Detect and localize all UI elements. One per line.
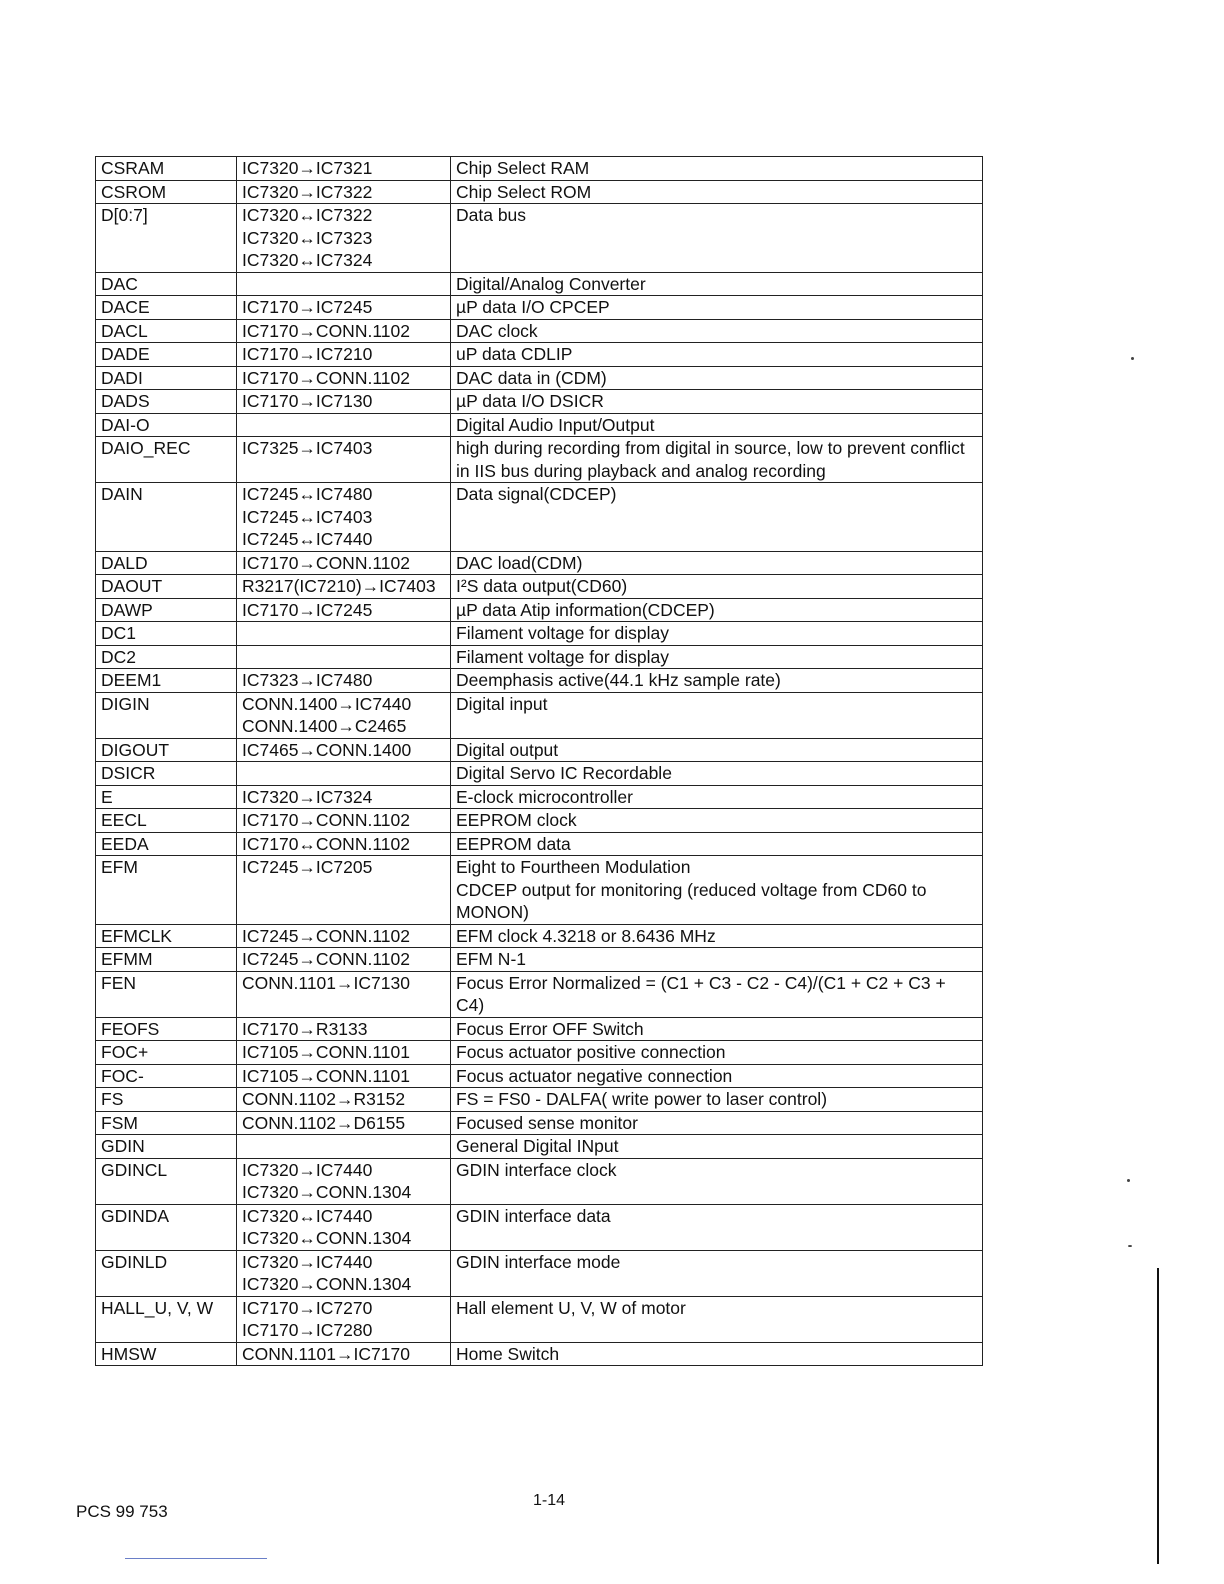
connection-cell: [237, 1088, 451, 1112]
description-line: EEPROM clock: [456, 810, 577, 830]
connection-cell: [237, 366, 451, 390]
connection-cell: [237, 738, 451, 762]
connection-cell: [237, 1342, 451, 1366]
signal-name-cell: GDINLD: [96, 1250, 237, 1296]
document-id: PCS 99 753: [76, 1502, 168, 1521]
table-row: [96, 645, 983, 669]
description-line: Digital Audio Input/Output: [456, 414, 655, 435]
description-line: Home Switch: [456, 1343, 560, 1364]
signal-name-cell: EECL: [96, 809, 237, 833]
connection-line: IC7245→CONN.1102: [242, 925, 410, 946]
connection-line: CONN.1102→R3152: [242, 1089, 406, 1109]
table-row: [96, 692, 983, 738]
description-cell: [451, 598, 983, 622]
signal-name-cell: GDINDA: [96, 1204, 237, 1250]
signal-name-cell: DEEM1: [96, 669, 237, 693]
table-row: [96, 948, 983, 972]
connection-cell: [237, 157, 451, 181]
description-cell: [451, 832, 983, 856]
connection-line: IC7320→CONN.1304: [242, 1182, 412, 1202]
description-line: Chip Select RAM: [456, 158, 590, 178]
connection-line: IC7170→IC7210: [242, 344, 373, 364]
table-row: [96, 738, 983, 762]
connection-line: IC7320↔IC7324: [242, 250, 373, 270]
connection-cell: [237, 809, 451, 833]
description-line: DAC clock: [456, 320, 538, 341]
signal-name-cell: DC1: [96, 622, 237, 646]
description-cell: [451, 413, 983, 437]
description-line: GDIN interface data: [456, 1205, 611, 1226]
signal-name-cell: EFMM: [96, 948, 237, 972]
table-row: [96, 669, 983, 693]
description-cell: [451, 1017, 983, 1041]
connection-cell: [237, 296, 451, 320]
connection-cell: [237, 1204, 451, 1250]
connection-line: IC7170→CONN.1102: [242, 810, 410, 830]
description-line: Filament voltage for display: [456, 646, 670, 667]
table-row: [96, 1342, 983, 1366]
connection-line: CONN.1101→IC7130: [242, 972, 410, 993]
connection-cell: [237, 924, 451, 948]
signal-name-cell: EEDA: [96, 832, 237, 856]
connection-line: IC7320↔CONN.1304: [242, 1228, 412, 1248]
connection-cell: [237, 598, 451, 622]
connection-line: R3217(IC7210)→IC7403: [242, 576, 436, 596]
connection-line: IC7320→IC7324: [242, 786, 373, 807]
description-line: Filament voltage for display: [456, 623, 670, 643]
connection-cell: [237, 483, 451, 552]
table-row: [96, 971, 983, 1017]
table-row: [96, 598, 983, 622]
table-row: [96, 1088, 983, 1112]
connection-line: IC7245↔IC7440: [242, 529, 373, 549]
description-cell: [451, 366, 983, 390]
table-row: [96, 1041, 983, 1065]
connection-cell: [237, 1135, 451, 1159]
description-cell: [451, 645, 983, 669]
description-line: Digital/Analog Converter: [456, 273, 646, 294]
connection-line: IC7320→IC7322: [242, 181, 373, 202]
description-cell: [451, 762, 983, 786]
connection-cell: [237, 785, 451, 809]
connection-cell: [237, 971, 451, 1017]
table-row: [96, 551, 983, 575]
scan-speck: [1127, 1179, 1130, 1182]
description-cell: [451, 319, 983, 343]
connection-line: IC7325→IC7403: [242, 438, 373, 458]
description-cell: [451, 1135, 983, 1159]
table-row: [96, 180, 983, 204]
signal-name-cell: EFMCLK: [96, 924, 237, 948]
connection-cell: [237, 762, 451, 786]
description-line: EFM clock 4.3218 or 8.6436 MHz: [456, 925, 716, 946]
connection-line: IC7170→IC7245: [242, 297, 373, 317]
table-row: [96, 762, 983, 786]
signal-name-cell: GDIN: [96, 1135, 237, 1159]
description-line: I²S data output(CD60): [456, 576, 628, 596]
description-cell: [451, 971, 983, 1017]
signal-name-cell: DAIN: [96, 483, 237, 552]
connection-line: IC7105→CONN.1101: [242, 1065, 410, 1086]
description-cell: [451, 1296, 983, 1342]
description-cell: [451, 575, 983, 599]
table-row: [96, 390, 983, 414]
signal-name-cell: DAOUT: [96, 575, 237, 599]
description-cell: [451, 157, 983, 181]
connection-cell: [237, 1250, 451, 1296]
description-line: Focus actuator negative connection: [456, 1065, 733, 1086]
description-cell: [451, 390, 983, 414]
connection-cell: [237, 390, 451, 414]
description-line: µP data Atip information(CDCEP): [456, 599, 715, 620]
table-row: [96, 832, 983, 856]
table-row: [96, 622, 983, 646]
description-line: FS = FS0 - DALFA( write power to laser control): [456, 1089, 828, 1109]
connection-line: IC7245→IC7205: [242, 857, 373, 877]
scan-speck: [1131, 357, 1134, 360]
connection-cell: [237, 1158, 451, 1204]
connection-cell: [237, 204, 451, 273]
description-cell: [451, 856, 983, 925]
scan-edge-line: [1157, 1268, 1159, 1564]
connection-cell: [237, 413, 451, 437]
description-line: Deemphasis active(44.1 kHz sample rate): [456, 670, 781, 690]
description-line: uP data CDLIP: [456, 344, 573, 364]
connection-line: IC7170↔CONN.1102: [242, 833, 410, 854]
connection-cell: [237, 1064, 451, 1088]
table-row: [96, 204, 983, 273]
connection-line: IC7170→IC7245: [242, 599, 373, 620]
connection-line: IC7320↔IC7323: [242, 227, 373, 248]
table-row: [96, 483, 983, 552]
description-cell: [451, 809, 983, 833]
description-cell: [451, 1158, 983, 1204]
table-row: [96, 319, 983, 343]
description-line: Data signal(CDCEP): [456, 484, 617, 504]
signal-name-cell: DAWP: [96, 598, 237, 622]
description-line: E-clock microcontroller: [456, 786, 633, 807]
description-cell: [451, 785, 983, 809]
connection-cell: [237, 669, 451, 693]
connection-cell: [237, 1041, 451, 1065]
table-row: [96, 1204, 983, 1250]
table-row: [96, 296, 983, 320]
signal-name-cell: HALL_U, V, W: [96, 1296, 237, 1342]
description-line: EFM N-1: [456, 949, 526, 969]
signal-name-cell: CSRAM: [96, 157, 237, 181]
signal-name-cell: FEN: [96, 971, 237, 1017]
description-cell: [451, 180, 983, 204]
table-row: [96, 1064, 983, 1088]
signal-name-cell: DAIO_REC: [96, 437, 237, 483]
table-row: [96, 1135, 983, 1159]
signal-name-cell: DAI-O: [96, 413, 237, 437]
table-row: [96, 1158, 983, 1204]
connection-line: IC7320→IC7321: [242, 158, 373, 178]
description-cell: [451, 551, 983, 575]
description-line: General Digital INput: [456, 1136, 619, 1156]
description-line: EEPROM data: [456, 833, 571, 854]
description-cell: [451, 692, 983, 738]
table-row: [96, 1296, 983, 1342]
signal-name-cell: FOC+: [96, 1041, 237, 1065]
connection-cell: [237, 180, 451, 204]
description-cell: [451, 296, 983, 320]
description-cell: [451, 343, 983, 367]
connection-line: IC7465→CONN.1400: [242, 739, 412, 760]
connection-cell: [237, 437, 451, 483]
connection-line: IC7170→IC7270: [242, 1297, 373, 1318]
description-cell: [451, 272, 983, 296]
description-cell: [451, 622, 983, 646]
signal-name-cell: DIGOUT: [96, 738, 237, 762]
table-row: [96, 272, 983, 296]
description-cell: [451, 924, 983, 948]
description-cell: [451, 738, 983, 762]
description-line: µP data I/O DSICR: [456, 391, 604, 411]
table-row: [96, 343, 983, 367]
connection-line: IC7320↔IC7440: [242, 1205, 373, 1226]
connection-cell: [237, 575, 451, 599]
signal-name-cell: GDINCL: [96, 1158, 237, 1204]
connection-line: IC7170→IC7280: [242, 1320, 373, 1340]
connection-cell: [237, 343, 451, 367]
signal-name-cell: FSM: [96, 1111, 237, 1135]
description-cell: [451, 1342, 983, 1366]
footer-rule: [125, 1558, 267, 1559]
connection-line: IC7245↔IC7403: [242, 506, 373, 527]
connection-cell: [237, 551, 451, 575]
connection-line: CONN.1101→IC7170: [242, 1343, 410, 1364]
page-number: 1-14: [533, 1492, 566, 1509]
description-cell: [451, 1041, 983, 1065]
signal-table: [95, 156, 983, 1366]
scan-speck: [1128, 1245, 1132, 1247]
connection-line: IC7170→CONN.1102: [242, 552, 410, 573]
table-row: [96, 924, 983, 948]
signal-table-body: [96, 157, 983, 1366]
table-row: [96, 1250, 983, 1296]
connection-cell: [237, 692, 451, 738]
connection-line: IC7170→IC7130: [242, 391, 373, 411]
description-line: Data bus: [456, 205, 527, 225]
connection-line: IC7170→R3133: [242, 1018, 368, 1039]
description-line: Eight to Fourtheen Modulation: [456, 857, 691, 877]
connection-line: IC7320↔IC7322: [242, 205, 373, 225]
signal-name-cell: DADE: [96, 343, 237, 367]
description-line: Digital output: [456, 739, 559, 760]
description-line: GDIN interface mode: [456, 1251, 621, 1272]
table-row: [96, 809, 983, 833]
connection-cell: [237, 645, 451, 669]
signal-name-cell: DADI: [96, 366, 237, 390]
connection-cell: [237, 622, 451, 646]
signal-name-cell: DIGIN: [96, 692, 237, 738]
description-cell: [451, 437, 983, 483]
description-cell: [451, 1088, 983, 1112]
description-line: Hall element U, V, W of motor: [456, 1297, 686, 1318]
signal-name-cell: E: [96, 785, 237, 809]
description-line: high during recording from digital in source, low to prevent conflict in IIS bus during playback and analog recording: [456, 438, 965, 481]
description-line: Focus actuator positive connection: [456, 1042, 726, 1062]
table-row: [96, 1111, 983, 1135]
signal-name-cell: DC2: [96, 645, 237, 669]
connection-line: IC7320→IC7440: [242, 1159, 373, 1180]
description-line: Chip Select ROM: [456, 181, 592, 202]
connection-line: IC7105→CONN.1101: [242, 1042, 410, 1062]
table-row: [96, 856, 983, 925]
signal-name-cell: DAC: [96, 272, 237, 296]
signal-name-cell: DACE: [96, 296, 237, 320]
connection-line: IC7170→CONN.1102: [242, 320, 410, 341]
description-cell: [451, 1111, 983, 1135]
description-cell: [451, 948, 983, 972]
description-line: GDIN interface clock: [456, 1159, 617, 1180]
connection-line: CONN.1102→D6155: [242, 1112, 406, 1133]
table-row: [96, 366, 983, 390]
signal-name-cell: DSICR: [96, 762, 237, 786]
connection-line: CONN.1400→C2465: [242, 716, 407, 736]
connection-cell: [237, 1017, 451, 1041]
connection-cell: [237, 832, 451, 856]
description-cell: [451, 204, 983, 273]
connection-cell: [237, 856, 451, 925]
description-line: Focus Error OFF Switch: [456, 1018, 644, 1039]
description-cell: [451, 483, 983, 552]
table-row: [96, 157, 983, 181]
signal-name-cell: DALD: [96, 551, 237, 575]
signal-name-cell: DACL: [96, 319, 237, 343]
table-row: [96, 413, 983, 437]
connection-line: IC7245→CONN.1102: [242, 949, 410, 969]
description-cell: [451, 1250, 983, 1296]
description-line: DAC data in (CDM): [456, 367, 607, 388]
signal-name-cell: HMSW: [96, 1342, 237, 1366]
description-line: Focused sense monitor: [456, 1112, 638, 1133]
connection-line: IC7320→CONN.1304: [242, 1274, 412, 1294]
description-cell: [451, 1204, 983, 1250]
description-line: Digital input: [456, 693, 548, 714]
description-cell: [451, 669, 983, 693]
connection-cell: [237, 948, 451, 972]
connection-line: IC7170→CONN.1102: [242, 367, 410, 388]
table-row: [96, 575, 983, 599]
description-line: Digital Servo IC Recordable: [456, 763, 672, 783]
connection-cell: [237, 1111, 451, 1135]
description-line: DAC load(CDM): [456, 552, 583, 573]
description-line: CDCEP output for monitoring (reduced voltage from CD60 to MONON): [456, 879, 927, 922]
signal-name-cell: FOC-: [96, 1064, 237, 1088]
table-row: [96, 1017, 983, 1041]
signal-name-cell: CSROM: [96, 180, 237, 204]
description-cell: [451, 1064, 983, 1088]
table-row: [96, 785, 983, 809]
connection-cell: [237, 272, 451, 296]
description-line: µP data I/O CPCEP: [456, 297, 610, 317]
connection-cell: [237, 319, 451, 343]
connection-line: CONN.1400→IC7440: [242, 693, 412, 714]
description-line: Focus Error Normalized = (C1 + C3 - C2 - C4)/(C1 + C2 + C3 + C4): [456, 972, 946, 1015]
connection-line: IC7320→IC7440: [242, 1251, 373, 1272]
signal-name-cell: D[0:7]: [96, 204, 237, 273]
connection-line: IC7323→IC7480: [242, 670, 373, 690]
signal-name-cell: FS: [96, 1088, 237, 1112]
connection-cell: [237, 1296, 451, 1342]
connection-line: IC7245↔IC7480: [242, 484, 373, 504]
signal-name-cell: EFM: [96, 856, 237, 925]
table-row: [96, 437, 983, 483]
signal-name-cell: DADS: [96, 390, 237, 414]
signal-name-cell: FEOFS: [96, 1017, 237, 1041]
